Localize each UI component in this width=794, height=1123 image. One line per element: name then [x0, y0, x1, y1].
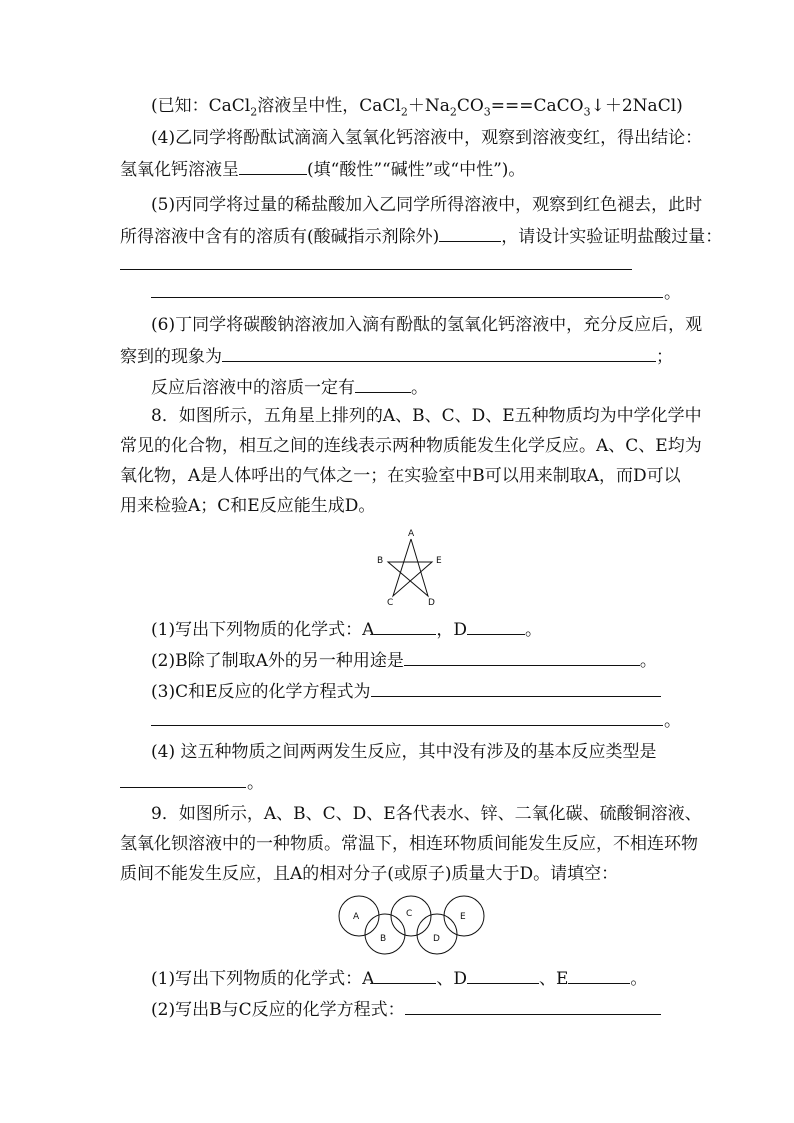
- q8-sub1-pre: (1)写出下列物质的化学式：A: [151, 620, 375, 640]
- star-diagram: [370, 526, 450, 608]
- ring-label-c: C: [406, 909, 413, 919]
- rings-diagram: [334, 894, 490, 958]
- known-text: CO: [456, 96, 484, 116]
- q6-solute-blank[interactable]: [355, 374, 411, 393]
- ring-label-b: B: [380, 934, 387, 944]
- q8-sub2: [151, 647, 680, 673]
- q8-sub4: (4) 这五种物质之间两两发生反应，其中没有涉及的基本反应类型是: [151, 742, 657, 762]
- q8-line3: 氧化物，A是人体呼出的气体之一；在实验室中B可以用来制取A，而D可以: [120, 466, 681, 486]
- subscript: 3: [483, 105, 491, 119]
- q5-answer-rule-1[interactable]: [120, 269, 632, 270]
- subscript: 3: [583, 105, 591, 119]
- q6-line3-pre: 反应后溶液中的溶质一定有: [151, 378, 355, 398]
- q6-line2: [120, 343, 680, 369]
- q4-line2: [120, 156, 680, 182]
- q8-sub1-mid: ，D: [436, 620, 467, 640]
- star-label-e: E: [436, 556, 442, 566]
- q8-sub1: [151, 616, 680, 642]
- q9-sub1-mid1: 、D: [436, 969, 467, 989]
- q8-line1: 8．如图所示，五角星上排列的A、B、C、D、E五种物质均为中学化学中: [151, 406, 702, 426]
- q5-line2-pre: 所得溶液中含有的溶质有(酸碱指示剂除外): [120, 227, 440, 247]
- q4-line2-pre: 氢氧化钙溶液呈: [120, 160, 239, 180]
- q9-sub1-post: 。: [630, 969, 648, 989]
- ring-label-a: A: [353, 912, 360, 922]
- known-text: ===CaCO: [490, 96, 584, 116]
- q9-line1: 9．如图所示，A、B、C、D、E各代表水、锌、二氧化碳、硫酸铜溶液、: [151, 804, 702, 824]
- q8-sub2-post: 。: [639, 651, 657, 671]
- q4-answer-blank[interactable]: [239, 156, 307, 175]
- known-equation: [151, 94, 683, 124]
- q5-line2-post: ，请设计实验证明盐酸过量：: [501, 227, 723, 247]
- q8-line2: 常见的化合物，相互之间的连线表示两种物质能发生化学反应。A、C、E均为: [120, 436, 702, 456]
- q8-formula-a-blank[interactable]: [374, 616, 436, 635]
- star-label-a: A: [408, 529, 415, 539]
- q6-line1: (6)丁同学将碳酸钠溶液加入滴有酚酞的氢氧化钙溶液中，充分反应后，观: [151, 315, 703, 335]
- q9-equation-blank[interactable]: [405, 996, 661, 1015]
- q6-line2-pre: 察到的现象为: [120, 347, 222, 367]
- q8-formula-d-blank[interactable]: [467, 616, 525, 635]
- q5-end-mark: 。: [664, 283, 681, 303]
- subscript: 2: [250, 105, 258, 119]
- q8-sub1-post: 。: [525, 620, 542, 640]
- q5-line1: (5)丙同学将过量的稀盐酸加入乙同学所得溶液中，观察到红色褪去，此时: [151, 195, 703, 215]
- q8-sub2-pre: (2)B除了制取A外的另一种用途是: [151, 651, 404, 671]
- q9-formula-a-blank[interactable]: [374, 965, 436, 984]
- q8-reaction-type-rule[interactable]: [120, 787, 246, 788]
- star-shape: [388, 539, 432, 596]
- known-text: 溶液呈中性，CaCl: [257, 96, 401, 116]
- q4-line2-post: (填“酸性”“碱性”或“中性”)。: [307, 160, 526, 180]
- ring-label-e: E: [460, 912, 466, 922]
- q8-use-blank[interactable]: [404, 647, 640, 666]
- q9-formula-e-blank[interactable]: [568, 965, 630, 984]
- star-label-b: B: [377, 556, 384, 566]
- q6-line2-post: ；: [656, 347, 673, 367]
- q9-line2: 氢氧化钡溶液中的一种物质。常温下，相连环物质间能发生反应，不相连环物: [120, 834, 698, 854]
- q5-answer-rule-2[interactable]: [151, 297, 663, 298]
- q5-line2: [120, 223, 723, 249]
- subscript: 2: [449, 105, 457, 119]
- star-label-c: C: [387, 598, 394, 608]
- q9-sub1: [151, 965, 680, 991]
- q5-solute-blank[interactable]: [439, 223, 501, 242]
- q9-sub2-pre: (2)写出B与C反应的化学方程式：: [151, 1000, 405, 1020]
- q9-line3: 质间不能发生反应，且A的相对分子(或原子)质量大于D。请填空：: [120, 864, 619, 884]
- q4-line1: (4)乙同学将酚酞试滴滴入氢氧化钙溶液中，观察到溶液变红，得出结论：: [151, 128, 703, 148]
- q8-line4: 用来检验A；C和E反应能生成D。: [120, 496, 376, 516]
- q8-sub3-end: 。: [664, 711, 681, 731]
- q6-phenomenon-blank[interactable]: [222, 343, 656, 362]
- q8-equation-blank-1[interactable]: [371, 678, 661, 697]
- q6-line3-post: 。: [411, 378, 428, 398]
- q9-sub2: [151, 996, 680, 1022]
- q9-formula-d-blank[interactable]: [467, 965, 539, 984]
- star-label-d: D: [428, 598, 435, 608]
- q8-sub3-pre: (3)C和E反应的化学方程式为: [151, 682, 371, 702]
- q9-sub1-pre: (1)写出下列物质的化学式：A: [151, 969, 375, 989]
- ring-label-d: D: [433, 934, 440, 944]
- known-text: ＋Na: [407, 96, 450, 116]
- known-text: ↓＋2NaCl): [590, 96, 683, 116]
- subscript: 2: [400, 105, 408, 119]
- known-text: (已知：CaCl: [151, 96, 251, 116]
- q8-sub3: [151, 678, 680, 704]
- q8-equation-rule-2[interactable]: [151, 725, 663, 726]
- q8-sub4-end: 。: [247, 773, 264, 793]
- q6-line3: [151, 374, 680, 400]
- q9-sub1-mid2: 、E: [539, 969, 569, 989]
